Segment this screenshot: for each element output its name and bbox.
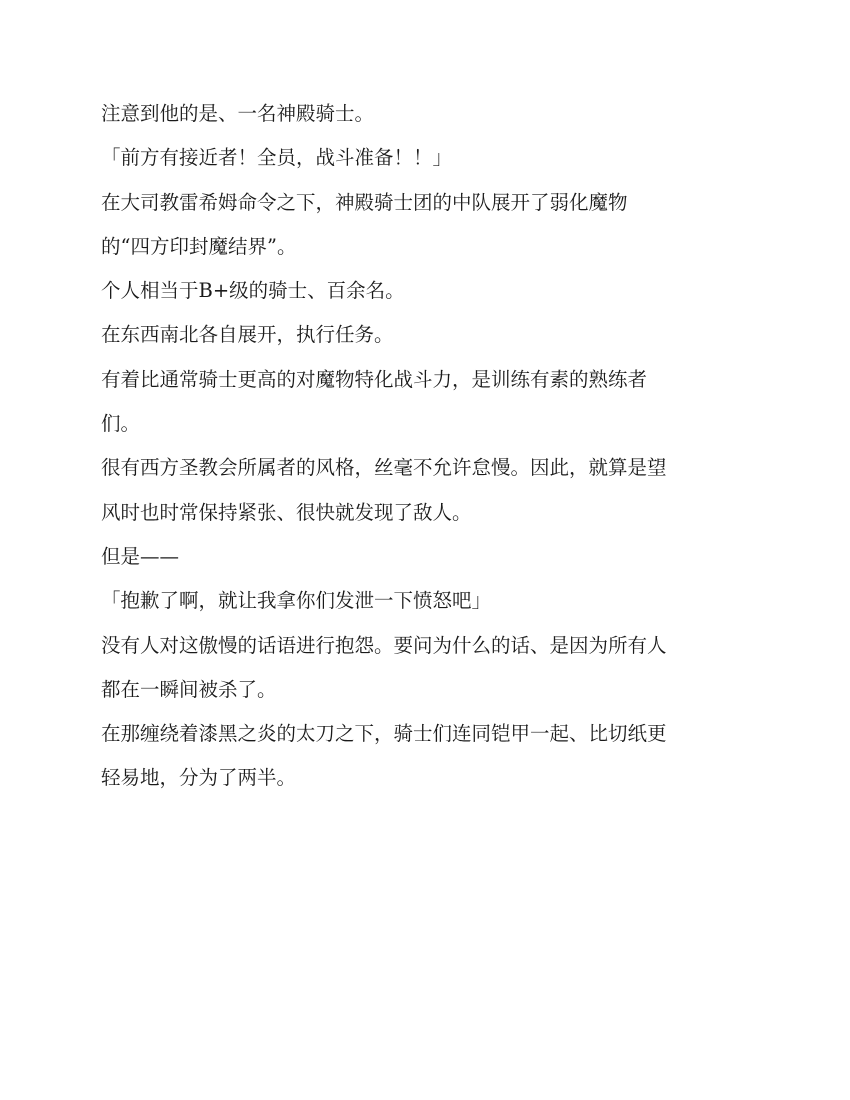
- text-line: 注意到他的是、一名神殿骑士。: [101, 102, 375, 125]
- text-line: 个人相当于B+级的骑士、百余名。: [101, 279, 405, 303]
- text-line: 风时也时常保持紧张、很快就发现了敌人。: [101, 500, 472, 524]
- body-text: [101, 92, 721, 801]
- dialogue-line: 「前方有接近者！全员，战斗准备！！」: [101, 146, 453, 170]
- text-line: 有着比通常骑士更高的对魔物特化战斗力，是训练有素的熟练者: [101, 367, 648, 391]
- text-line: 们。: [101, 412, 141, 436]
- text-line: 在东西南北各自展开，执行任务。: [101, 323, 394, 347]
- text-line: 没有人对这傲慢的话语进行抱怨。要问为什么的话、是因为所有人: [101, 633, 667, 657]
- text-line: 的“四方印封魔结界”。: [101, 234, 297, 258]
- text-line: 轻易地，分为了两半。: [101, 766, 297, 790]
- text-line: 在大司教雷希姆命令之下，神殿骑士团的中队展开了弱化魔物: [101, 190, 628, 214]
- dialogue-line: 「抱歉了啊，就让我拿你们发泄一下愤怒吧」: [101, 589, 492, 613]
- text-line: 在那缠绕着漆黑之炎的太刀之下，骑士们连同铠甲一起、比切纸更: [101, 722, 667, 746]
- text-line: 很有西方圣教会所属者的风格，丝毫不允许怠慢。因此，就算是望: [101, 456, 667, 480]
- text-line: 都在一瞬间被杀了。: [101, 677, 277, 701]
- text-line: 但是——: [101, 544, 180, 568]
